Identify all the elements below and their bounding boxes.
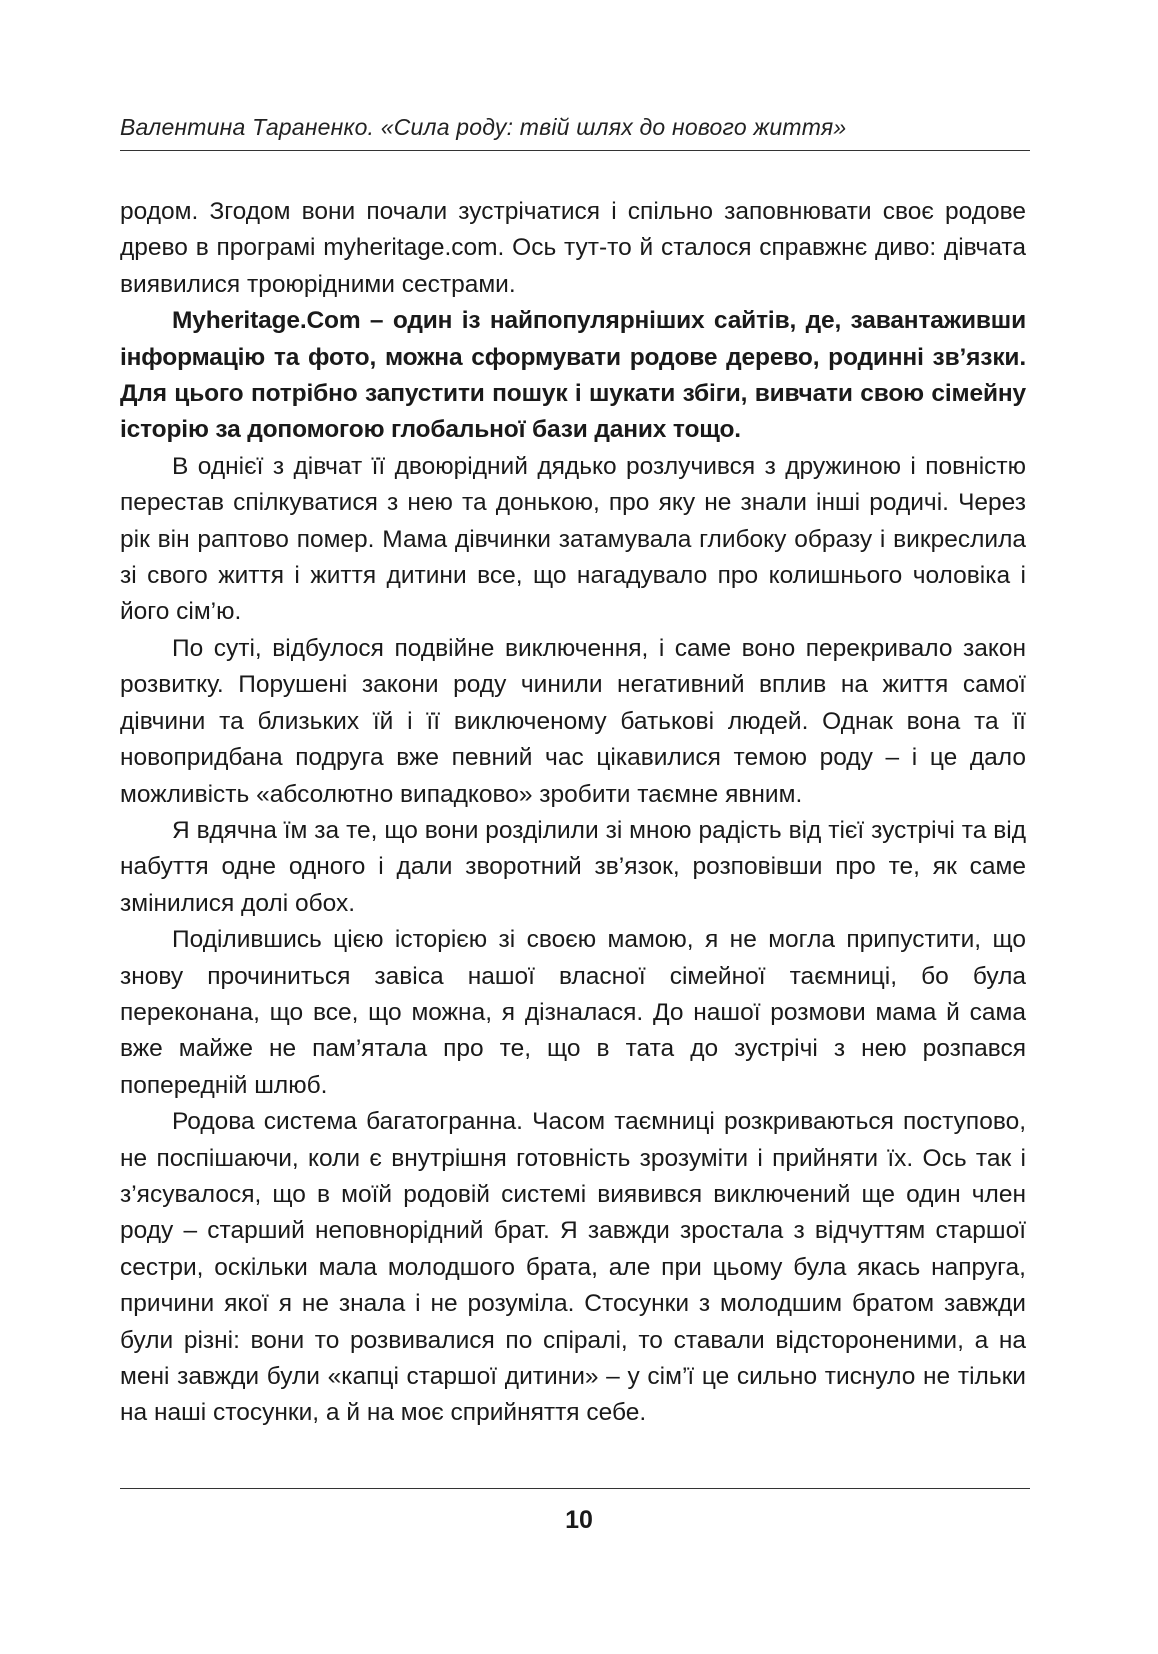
page-body bbox=[120, 194, 1026, 1432]
footer-rule bbox=[120, 1488, 1030, 1489]
running-header: Валентина Тараненко. «Сила роду: твій шлях до нового життя» bbox=[120, 114, 847, 140]
paragraph: Поділившись цією історією зі своєю мамою, я не могла припустити, що знову прочиниться завіса нашої власної сімейної таємниці, бо була переконана, що все, що можна, я дізналася. До нашої розмови мама й сама вже майже не пам’ятала про те, що в тата до зустрічі з нею розпався попередній шлюб. bbox=[120, 926, 1026, 1099]
paragraph: По суті, відбулося подвійне виключення, і саме воно перекривало закон розвитку. Порушені закони роду чинили негативний вплив на життя самої дівчини та близьких їй і її виключеному батькові людей. Однак вона та її новопридбана подруга вже певний час цікавилися темою роду – і це дало можливість «абсолютно випадково» зробити таємне явним. bbox=[120, 634, 1026, 808]
header-rule bbox=[120, 150, 1030, 151]
paragraph: В однієї з дівчат її двоюрідний дядько розлучився з дружиною і повністю перестав спілкуватися з нею та донькою, про яку не знали інші родичі. Через рік він раптово помер. Мама дівчинки затамувала глибоку образу і викреслила зі свого життя і життя дитини все, що нагадувало про колишнього чоловіка і його сім’ю. bbox=[120, 452, 1026, 626]
paragraph: Я вдячна їм за те, що вони розділили зі мною радість від тієї зустрічі та від набуття одне одного і дали зворотний зв’язок, розповівши про те, як саме змінилися долі обох. bbox=[120, 816, 1026, 917]
paragraph-highlight: Myheritage.Com – один із найпопулярніших сайтів, де, завантаживши інформацію та фото, можна сформувати родове дерево, родинні зв’язки. Для цього потрібно запустити пошук і шукати збіги, вивчати свою сімейну історію за допомогою глобальної бази даних тощо. bbox=[120, 307, 1026, 444]
page-number: 10 bbox=[565, 1506, 593, 1534]
paragraph: Родова система багатогранна. Часом таємниці розкриваються поступово, не поспішаючи, коли є внутрішня готовність зрозуміти і прийняти їх. Ось так і з’ясувалося, що в моїй родовій системі виявився виключений ще один член роду – старший неповнорідний брат. Я завжди зростала з відчуттям старшої сестри, оскільки мала молодшого брата, але при цьому була якась напруга, причини якої я не знала і не розуміла. Стосунки з молодшим братом завжди були різні: вони то розвивалися по спіралі, то ставали відстороненими, а на мені завжди були «капці старшої дитини» – у сім’ї це сильно тиснуло не тільки на наші стосунки, а й на моє сприйняття себе. bbox=[120, 1108, 1026, 1427]
paragraph-continuation: родом. Згодом вони почали зустрічатися і спільно заповнювати своє родове древо в програмі myheritage.com. Ось тут-то й сталося справжнє диво: дівчата виявилися троюрідними сестрами. bbox=[120, 198, 1026, 298]
